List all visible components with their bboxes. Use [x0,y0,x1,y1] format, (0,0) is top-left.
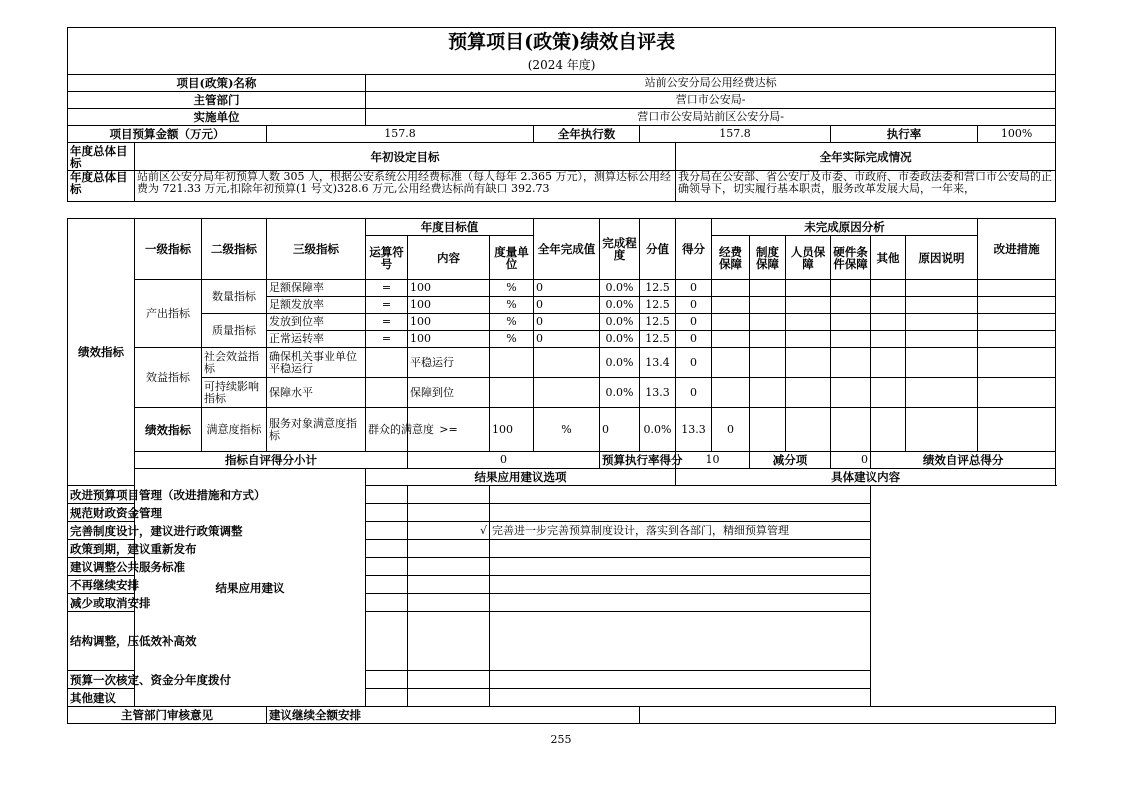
evaluation-sheet [67,27,1055,724]
satisfaction-l1: 满意度指标 [202,408,267,452]
indicator-op: = [366,297,408,314]
suggestion-mark [408,576,490,594]
indicator-actual: 0 [534,297,600,314]
content-header: 内容 [408,236,490,280]
total-label: 绩效自评总得分 [871,452,1056,469]
indicator-op [366,348,408,378]
initial-goal-header: 年初设定目标 [135,143,676,171]
deduct-label: 减分项 [750,452,831,469]
indicator-content: 100 [408,280,490,297]
exec-label: 全年执行数 [534,126,640,143]
suggestion-mark [408,558,490,576]
suggestion-detail [490,594,871,612]
indicator-weight: 12.5 [640,297,676,314]
project-name: 站前公安分局公用经费达标 [366,75,1056,92]
weight-header: 分值 [640,219,676,280]
subtotal-value: 0 [408,452,600,469]
suggestion-option: 改进预算项目管理（改进措施和方式） [68,486,408,504]
indicator-unit: % [490,314,534,331]
suggestion-option: 其他建议 [68,689,408,707]
reason-staff-header: 人员保障 [786,236,831,280]
evaluation-table [67,27,1056,724]
completion-header: 完成程度 [600,219,640,280]
indicator-name: 足额保障率 [267,280,366,297]
indicator-op: = [366,314,408,331]
l3-header: 三级指标 [267,219,366,280]
indicator-score: 0 [676,314,712,331]
indicator-name: 正常运转率 [267,331,366,348]
score-header: 得分 [676,219,712,280]
suggestion-option: 不再继续安排 [68,576,408,594]
suggestion-detail [490,612,871,671]
indicator-completion: 0.0% [600,348,640,378]
suggestion-detail [490,540,871,558]
suggestion-option: 减少或取消安排 [68,594,408,612]
indicator-score: 0 [712,408,750,452]
reason-other-header: 其他 [871,236,906,280]
indicator-content: 100 [408,331,490,348]
indicator-actual: 0 [534,280,600,297]
indicator-content: 保障到位 [408,378,490,408]
budget-score-value: 10 [676,452,750,469]
page-number: 255 [550,733,572,746]
indicator-op: = [366,280,408,297]
indicator-op [366,378,408,408]
service-l2: 服务对象满意度指标 [267,408,366,452]
indicator-score: 0 [676,378,712,408]
suggestion-mark [408,689,490,707]
suggestion-option: 完善制度设计，建议进行政策调整 [68,522,408,540]
budget-score-label: 预算执行率得分 [600,452,676,469]
suggestion-option: 建议调整公共服务标准 [68,558,408,576]
perf-indicator-label: 绩效指标 [68,219,135,486]
indicator-actual [534,378,600,408]
indicator-unit [490,378,534,408]
subtotal-label: 指标自评得分小计 [135,452,408,469]
budget-value: 157.8 [267,126,534,143]
indicator-unit: % [490,297,534,314]
indicator-content: 平稳运行 [408,348,490,378]
l1-header: 一级指标 [135,219,202,280]
suggestion-option: 政策到期，建议重新发布 [68,540,408,558]
suggestion-detail [490,558,871,576]
suggestion-detail-header: 具体建议内容 [676,469,1056,486]
indicator-name: 足额发放率 [267,297,366,314]
indicator-completion: 0.0% [600,378,640,408]
indicator-name: 发放到位率 [267,314,366,331]
dept-value: 营口市公安局- [366,92,1056,109]
exec-value: 157.8 [640,126,831,143]
suggestion-mark [408,486,490,504]
indicator-completion: 0.0% [600,297,640,314]
benefit-l1: 效益指标 [135,348,202,408]
indicator-completion: 0.0% [600,280,640,297]
perf-label-satisfaction: 绩效指标 [135,408,202,452]
indicator-content: 100 [408,297,490,314]
actual-header: 全年完成值 [534,219,600,280]
indicator-actual: 0 [600,408,640,452]
rate-label: 执行率 [831,126,978,143]
reason-hardware-header: 硬件条件保障 [831,236,871,280]
suggestion-mark: √ [408,522,490,540]
suggestion-detail [490,689,871,707]
improve-header: 改进措施 [978,219,1056,280]
reason-group-header: 未完成原因分析 [712,219,978,236]
indicator-name: 群众的满意度 [366,408,408,452]
sustain-l2: 可持续影响指标 [202,378,267,408]
indicator-name: 确保机关事业单位平稳运行 [267,348,366,378]
unit-value: 营口市公安局站前区公安分局- [366,109,1056,126]
report-year: (2024 年度) [68,56,1056,75]
indicator-unit: % [534,408,600,452]
unit-header: 度量单位 [490,236,534,280]
indicator-score: 0 [676,297,712,314]
rate-value: 100% [978,126,1056,143]
indicator-completion: 0.0% [640,408,676,452]
project-name-label: 项目(政策)名称 [68,75,366,92]
suggestion-detail [490,576,871,594]
indicator-weight: 12.5 [640,314,676,331]
indicator-weight: 12.5 [640,280,676,297]
review-text: 建议继续全额安排 [267,707,640,724]
suggestion-mark [408,540,490,558]
social-l2: 社会效益指标 [202,348,267,378]
indicator-weight: 13.4 [640,348,676,378]
target-group-header: 年度目标值 [366,219,534,236]
initial-goal-text: 站前区公安分局年初预算人数 305 人，根据公安系统公用经费标准（每人每年 2.365 万元），测算达标公用经费为 721.33 万元,扣除年初预算(1 号文)328.6 万元,公用经费达标尚有缺口 392.73 [135,171,676,202]
indicator-op: >= [408,408,490,452]
reason-system-header: 制度保障 [750,236,786,280]
page-title: 预算项目(政策)绩效自评表 [68,28,1056,57]
indicator-unit [490,348,534,378]
suggestion-option: 规范财政资金管理 [68,504,408,522]
unit-label: 实施单位 [68,109,366,126]
budget-label: 项目预算金额（万元） [68,126,267,143]
reason-funds-header: 经费保障 [712,236,750,280]
indicator-score: 0 [676,331,712,348]
quantity-l2: 数量指标 [202,280,267,314]
suggestion-detail: 完善进一步完善预算制度设计，落实到各部门，精细预算管理 [490,522,871,540]
actual-goal-header: 全年实际完成情况 [676,143,1056,171]
indicator-content: 100 [408,314,490,331]
indicator-unit: % [490,331,534,348]
suggestion-detail [490,504,871,522]
goals-label-2: 年度总体目标 [68,171,135,202]
indicator-actual: 0 [534,314,600,331]
suggestion-option: 结构调整，压低效补高效 [68,612,408,671]
indicator-weight: 13.3 [640,378,676,408]
suggestion-mark [408,612,490,671]
indicator-op: = [366,331,408,348]
indicator-name: 保障水平 [267,378,366,408]
l2-header: 二级指标 [202,219,267,280]
suggestion-options-header: 结果应用建议选项 [366,469,676,486]
review-label: 主管部门审核意见 [68,707,267,724]
indicator-weight: 13.3 [676,408,712,452]
indicator-content: 100 [490,408,534,452]
actual-goal-text: 我分局在公安部、省公安厅及市委、市政府、市委政法委和营口市公安局的正确领导下，切实履行基本职责，服务改革发展大局，一年来， [676,171,1056,202]
suggestion-detail [490,671,871,689]
suggestions-label: 结果应用建议 [135,469,366,707]
suggestion-mark [408,594,490,612]
op-header: 运算符号 [366,236,408,280]
indicator-completion: 0.0% [600,331,640,348]
indicator-score: 0 [676,348,712,378]
dept-label: 主管部门 [68,92,366,109]
suggestion-mark [408,504,490,522]
reason-note-header: 原因说明 [906,236,978,280]
indicator-score: 0 [676,280,712,297]
indicator-actual [534,348,600,378]
quality-l2: 质量指标 [202,314,267,348]
indicator-weight: 12.5 [640,331,676,348]
output-l1: 产出指标 [135,280,202,348]
suggestion-detail [490,486,871,504]
suggestion-mark [408,671,490,689]
deduct-value: 0 [831,452,871,469]
goals-label: 年度总体目标 [68,143,135,171]
indicator-actual: 0 [534,331,600,348]
indicator-completion: 0.0% [600,314,640,331]
review-extra [640,707,1056,724]
suggestion-option: 预算一次核定、资金分年度拨付 [68,671,408,689]
indicator-unit: % [490,280,534,297]
